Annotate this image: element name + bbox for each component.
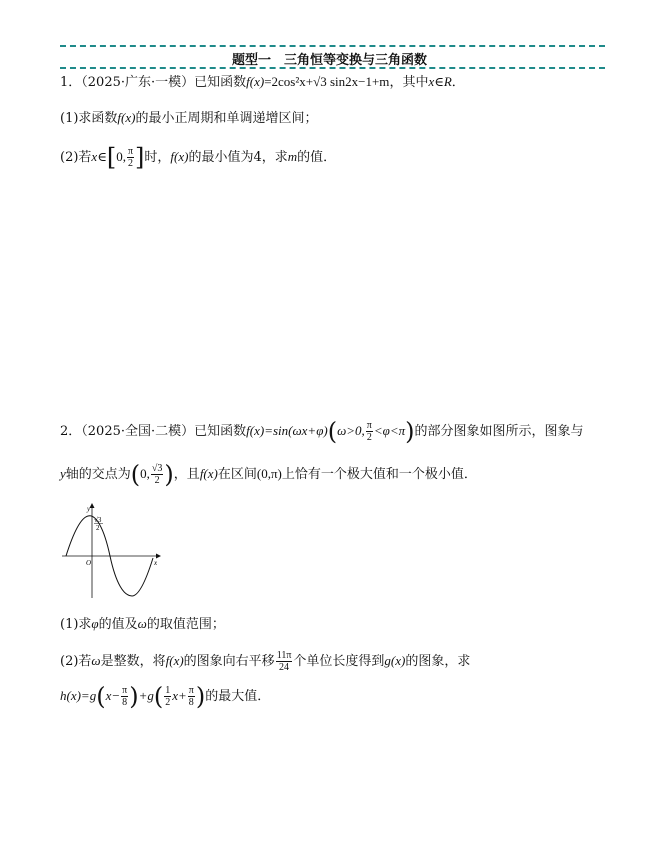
q2-cond-pre: ω>0, <box>337 423 365 438</box>
q2-h-lhs: h(x)=g <box>60 688 97 703</box>
q2-line2-d: 上恰有一个极大值和一个极小值． <box>281 467 477 482</box>
sine-graph <box>58 502 170 602</box>
q2-interval: (0,π) <box>256 466 282 481</box>
x-axis-arrow <box>156 554 161 559</box>
frac-numerator: π <box>127 146 134 157</box>
q1-where: ，其中 <box>389 75 429 90</box>
q2-part2-a: 是整数，将 <box>100 654 166 669</box>
frac-numerator: √3 <box>151 463 163 474</box>
q1-stem <box>60 72 465 93</box>
q2-part2-c: 个单位长度得到 <box>293 654 385 669</box>
header-top-dashed-line <box>60 45 605 47</box>
origin-label: O <box>86 559 92 567</box>
q2-stem-line2 <box>60 460 477 489</box>
q2-part1 <box>60 614 225 635</box>
q1-source: （2025·广东·一模） <box>81 75 195 90</box>
q2-part2-line1 <box>60 650 470 673</box>
q2-part1-end: 的取值范围； <box>146 617 225 632</box>
right-paren: ) <box>164 460 174 489</box>
q2-cond-post: <φ<π <box>373 423 406 438</box>
frac-denominator: 2 <box>154 475 160 486</box>
q2-h-arg1-fraction <box>121 685 128 708</box>
q2-y: y <box>60 466 66 481</box>
tick-den: 2 <box>96 524 100 532</box>
q2-h-arg2-fraction2 <box>188 685 195 708</box>
q1-part2-m: m <box>287 149 298 164</box>
q1-domain: x∈R <box>428 74 452 89</box>
q2-line2-c: 在区间 <box>217 467 257 482</box>
q2-point-pre: 0, <box>140 466 150 481</box>
q1-part1-rest: 的最小正周期和单调递增区间； <box>135 111 318 126</box>
q2-h-arg2-fraction1 <box>164 685 171 708</box>
q2-part2-b: 的图象向右平移 <box>183 654 275 669</box>
q1-part1 <box>60 108 317 129</box>
q2-intro: 已知函数 <box>194 424 247 439</box>
q2-source: （2025·全国·二模） <box>81 424 195 439</box>
q1-function-expression: =2cos²x+√3 sin2x−1+m <box>264 74 390 89</box>
q1-interval-left: 0, <box>116 149 126 164</box>
q1-intro: 已知函数 <box>194 75 247 90</box>
pi-over-two-fraction <box>127 146 134 169</box>
q2-number: 2． <box>60 424 82 439</box>
left-paren: ( <box>327 417 338 446</box>
frac-denominator: 24 <box>279 662 290 673</box>
q1-function-name: f(x) <box>246 74 265 89</box>
frac-denominator: 8 <box>122 697 128 708</box>
frac-denominator: 2 <box>165 697 171 708</box>
q2-line2-a: 轴的交点为 <box>65 467 131 482</box>
header-bottom-dashed-line <box>60 67 605 69</box>
q2-function: f(x)=sin(ωx+φ) <box>246 423 328 438</box>
q2-part2-omega: ω <box>91 653 101 668</box>
q2-part1-pre: (1)求 <box>60 617 92 632</box>
frac-numerator: π <box>122 685 128 696</box>
q2-part2-d: 的图象，求 <box>405 654 471 669</box>
y-axis-arrow <box>90 503 95 508</box>
frac-denominator: 2 <box>127 158 133 169</box>
right-paren: ) <box>195 682 206 711</box>
q1-part2-mid: 时， <box>144 150 171 165</box>
q1-part2-f: f(x) <box>170 149 189 164</box>
q2-line2-b: ，且 <box>173 467 200 482</box>
q1-end: ． <box>451 75 465 90</box>
left-bracket: [ <box>106 143 117 172</box>
q2-part1-mid: 的值及 <box>98 617 138 632</box>
q2-stem-line1 <box>60 417 584 446</box>
y-axis-label: y <box>87 505 91 513</box>
q2-h-plus: +g <box>138 688 154 703</box>
q1-part2-end: 的值． <box>297 150 337 165</box>
frac-numerator: 11π <box>276 650 292 661</box>
right-bracket: ] <box>135 143 145 172</box>
section-title: 题型一 三角恒等变换与三角函数 <box>231 53 427 68</box>
q2-part2-f: f(x) <box>165 653 184 668</box>
q2-shift-fraction <box>276 650 293 673</box>
right-paren: ) <box>129 682 139 711</box>
q2-part2-g: g(x) <box>384 653 406 668</box>
x-axis-label: x <box>154 559 158 567</box>
q2-rest1: 的部分图象如图所示，图象与 <box>414 424 584 439</box>
q1-part2-pre: (2)若 <box>60 150 92 165</box>
frac-denominator: 2 <box>366 432 372 443</box>
q1-part1-text: (1)求函数 <box>60 111 118 126</box>
q2-part1-phi: φ <box>91 616 99 631</box>
q2-part2-line2 <box>60 682 271 711</box>
left-paren: ( <box>130 460 141 489</box>
q1-part1-f: f(x) <box>117 110 136 125</box>
q2-cond-fraction <box>366 420 373 443</box>
q2-h-arg2-mid: x+ <box>172 688 187 703</box>
frac-denominator: 8 <box>188 697 194 708</box>
tick-num: √3 <box>94 516 102 524</box>
q2-h-arg1-pre: x− <box>105 688 121 703</box>
q2-part2-pre: (2)若 <box>60 654 92 669</box>
left-paren: ( <box>96 682 106 711</box>
left-paren: ( <box>153 682 164 711</box>
q1-part2 <box>60 143 337 172</box>
q2-part1-omega: ω <box>137 616 147 631</box>
q2-h-end: 的最大值． <box>205 689 271 704</box>
q2-point-fraction <box>151 463 164 486</box>
q1-part2-rest: 的最小值为4，求 <box>188 150 288 165</box>
q1-number: 1． <box>60 75 82 90</box>
right-paren: ) <box>405 417 415 446</box>
frac-numerator: π <box>188 685 194 696</box>
q2-line2-f: f(x) <box>199 466 218 481</box>
frac-numerator: π <box>366 420 372 431</box>
q1-part2-x: x∈ <box>91 149 107 164</box>
frac-numerator: 1 <box>165 685 171 696</box>
